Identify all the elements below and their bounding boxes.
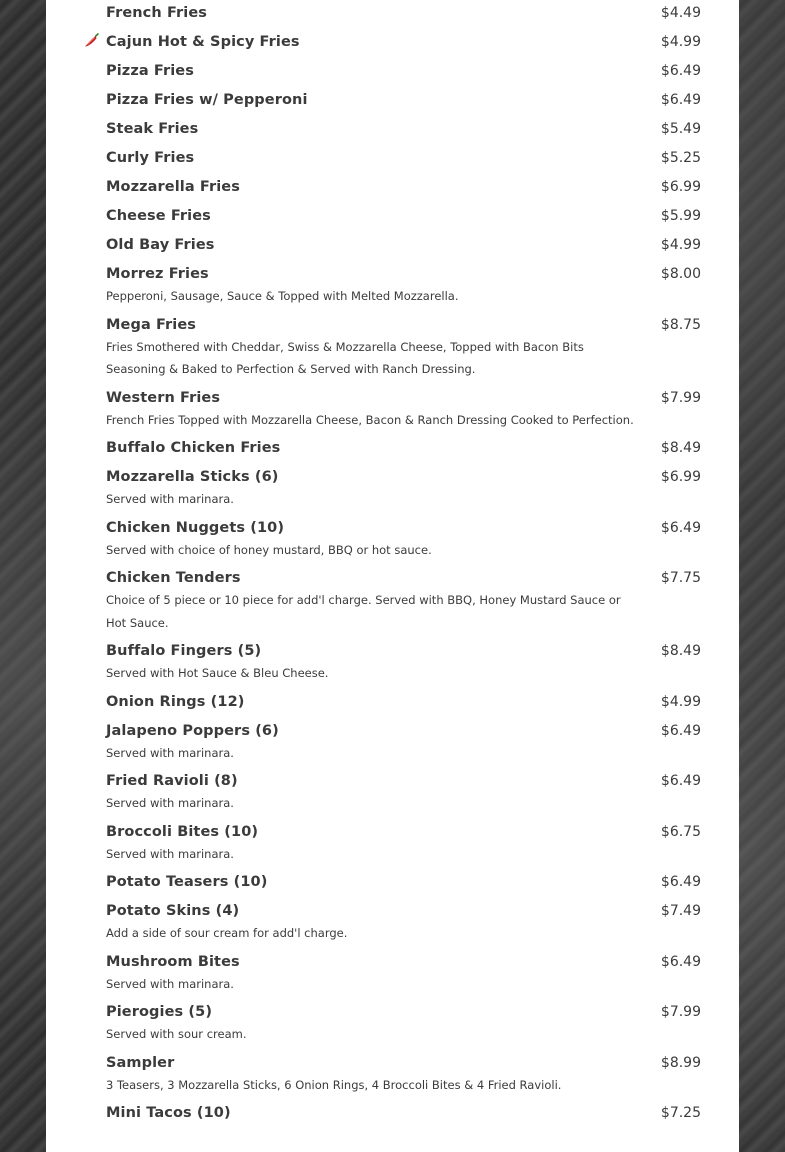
item-price: $6.75 (660, 823, 701, 840)
item-price: $8.00 (660, 266, 701, 282)
item-name: Mega Fries (106, 316, 197, 333)
item-name: Morrez Fries (106, 266, 209, 282)
menu-item[interactable] (106, 819, 701, 870)
menu-item[interactable] (106, 261, 701, 312)
item-price: $8.75 (660, 316, 701, 333)
item-price: $8.49 (660, 440, 701, 456)
item-price: $8.49 (660, 643, 701, 659)
menu-item[interactable] (106, 174, 701, 203)
menu-item[interactable] (106, 1100, 701, 1129)
item-price: $6.49 (660, 953, 701, 970)
item-price: $6.49 (660, 92, 701, 108)
menu-item[interactable] (106, 385, 701, 436)
item-price: $7.49 (660, 903, 701, 919)
menu-item[interactable] (106, 464, 701, 515)
item-description: Fries Smothered with Cheddar, Swiss & Mozzarella Cheese, Topped with Bacon Bits Seasoning & Baked to Perfection & Served with Ranch Dressing. (106, 339, 584, 376)
background-right (739, 0, 785, 1152)
item-name: Potato Skins (4) (106, 903, 240, 919)
item-name: Western Fries (106, 389, 221, 406)
item-description: Served with Hot Sauce & Bleu Cheese. (106, 666, 329, 680)
item-description: Served with sour cream. (106, 1027, 247, 1041)
menu-item[interactable] (106, 999, 701, 1050)
item-description: 3 Teasers, 3 Mozzarella Sticks, 6 Onion Rings, 4 Broccoli Bites & 4 Fried Ravioli. (106, 1077, 562, 1092)
item-description: Served with marinara. (106, 976, 234, 991)
item-name: Chicken Nuggets (10) (106, 519, 285, 536)
item-name: French Fries (106, 5, 208, 21)
item-name: Mushroom Bites (106, 953, 240, 970)
item-name: Jalapeno Poppers (6) (106, 722, 279, 739)
item-description: Add a side of sour cream for add'l charge. (106, 926, 348, 940)
menu-item[interactable] (106, 718, 701, 769)
item-price: $5.49 (660, 121, 701, 137)
item-price: $6.99 (660, 179, 701, 195)
item-price: $6.49 (660, 874, 701, 890)
item-price: $6.49 (660, 722, 701, 739)
item-description: Served with marinara. (106, 796, 234, 810)
item-price: $7.99 (660, 389, 701, 406)
item-price: $6.49 (660, 773, 701, 789)
menu-item[interactable] (106, 87, 701, 116)
item-name: Sampler (106, 1054, 175, 1071)
item-price: $5.25 (660, 150, 701, 166)
menu-item[interactable] (106, 638, 701, 689)
item-price: $4.99 (660, 34, 701, 50)
item-name: Mini Tacos (10) (106, 1105, 231, 1121)
background-left (0, 0, 46, 1152)
item-name: Steak Fries (106, 121, 199, 137)
item-name: Cajun Hot & Spicy Fries (106, 34, 300, 50)
item-name: Curly Fries (106, 150, 195, 166)
item-name: Pizza Fries (106, 63, 194, 79)
item-name: Pierogies (5) (106, 1004, 213, 1020)
chili-pepper-icon (83, 32, 101, 50)
menu-panel (46, 0, 739, 1152)
item-description: Choice of 5 piece or 10 piece for add'l charge. Served with BBQ, Honey Mustard Sauce or Hot Sauce. (106, 593, 621, 630)
item-price: $5.99 (660, 208, 701, 224)
menu-item[interactable] (106, 0, 701, 29)
menu-item[interactable] (106, 515, 701, 566)
menu-item[interactable] (106, 898, 701, 949)
menu-item[interactable] (106, 768, 701, 819)
item-price: $7.75 (660, 570, 701, 586)
item-name: Broccoli Bites (10) (106, 823, 259, 840)
item-description: Served with marinara. (106, 846, 234, 861)
menu-item[interactable] (106, 1050, 701, 1101)
item-description: Served with marinara. (106, 492, 234, 506)
item-description: Served with marinara. (106, 745, 234, 760)
menu-item[interactable] (106, 232, 701, 261)
item-name: Pizza Fries w/ Pepperoni (106, 92, 308, 108)
menu-item[interactable] (106, 312, 701, 385)
menu-item[interactable] (106, 435, 701, 464)
menu-item[interactable] (106, 58, 701, 87)
menu-item[interactable] (106, 869, 701, 898)
menu-item[interactable] (106, 689, 701, 718)
item-name: Onion Rings (12) (106, 693, 245, 710)
menu-item[interactable] (106, 565, 701, 638)
item-name: Potato Teasers (10) (106, 874, 268, 890)
menu-item[interactable] (106, 29, 701, 58)
item-description: Served with choice of honey mustard, BBQ or hot sauce. (106, 542, 432, 557)
item-price: $4.99 (660, 237, 701, 253)
item-price: $4.99 (660, 693, 701, 710)
item-name: Buffalo Chicken Fries (106, 440, 281, 456)
item-name: Mozzarella Fries (106, 179, 240, 195)
menu-item[interactable] (106, 116, 701, 145)
item-price: $7.99 (660, 1004, 701, 1020)
item-price: $4.49 (660, 5, 701, 21)
item-price: $8.99 (660, 1054, 701, 1071)
item-name: Buffalo Fingers (5) (106, 643, 262, 659)
item-description: French Fries Topped with Mozzarella Cheese, Bacon & Ranch Dressing Cooked to Perfection. (106, 412, 634, 427)
item-name: Chicken Tenders (106, 570, 241, 586)
item-price: $6.99 (660, 469, 701, 485)
item-name: Old Bay Fries (106, 237, 215, 253)
menu-item[interactable] (106, 203, 701, 232)
item-price: $6.49 (660, 63, 701, 79)
menu-item[interactable] (106, 145, 701, 174)
item-name: Cheese Fries (106, 208, 211, 224)
item-price: $7.25 (660, 1105, 701, 1121)
item-description: Pepperoni, Sausage, Sauce & Topped with Melted Mozzarella. (106, 289, 459, 303)
menu-list (106, 0, 701, 1129)
menu-item[interactable] (106, 949, 701, 1000)
item-name: Mozzarella Sticks (6) (106, 469, 279, 485)
item-name: Fried Ravioli (8) (106, 773, 238, 789)
item-price: $6.49 (660, 519, 701, 536)
